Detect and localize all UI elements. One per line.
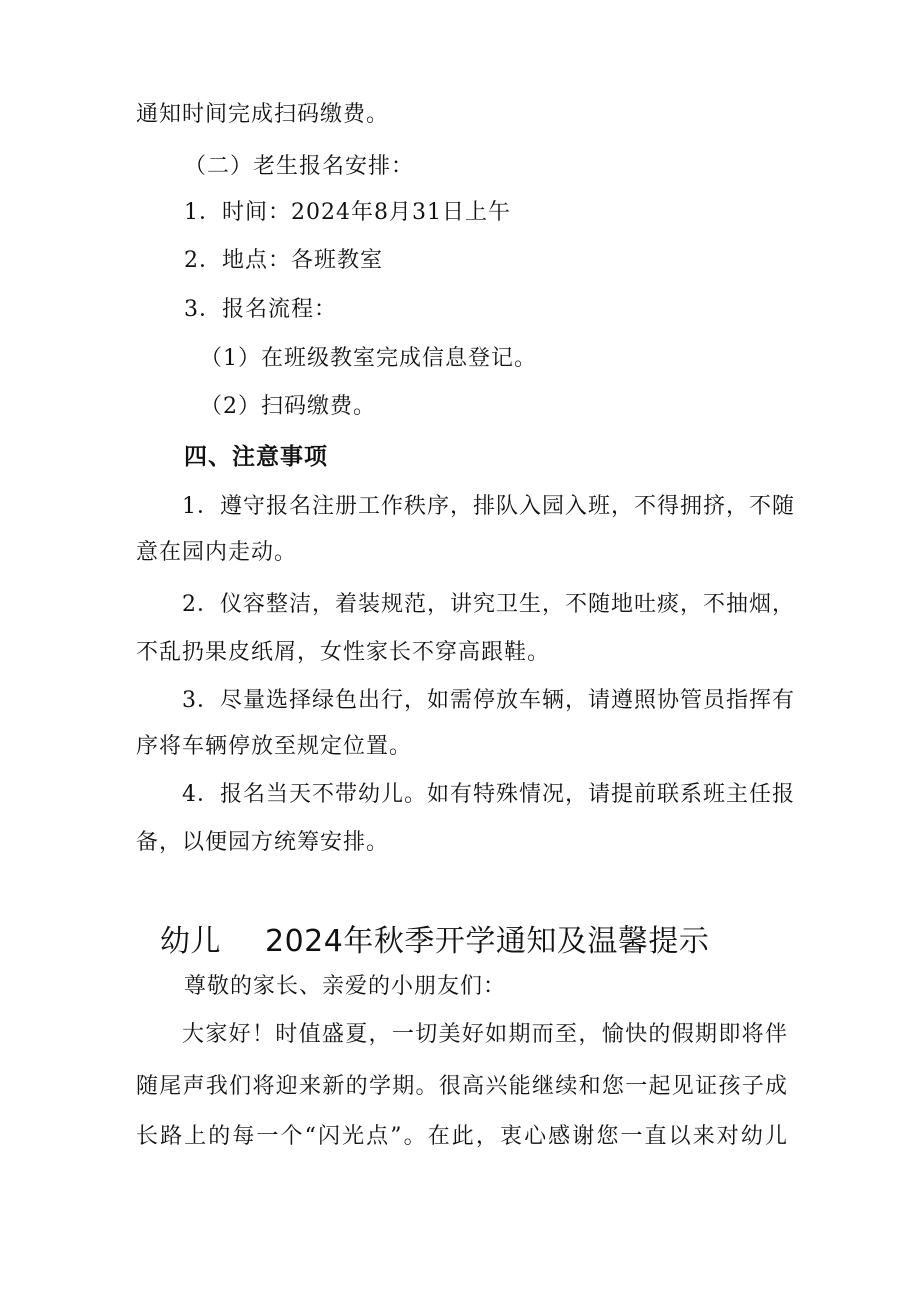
notice-body-line-3: 长路上的每一个“闪光点”。在此，衷心感谢您一直以来对幼儿: [136, 1124, 788, 1149]
old-students-step-1: （1）在班级教室完成信息登记。: [200, 346, 537, 371]
notes-heading: 四、注意事项: [184, 444, 328, 470]
notice-title-part-1: 幼儿: [160, 924, 221, 959]
note-4-line-1: 4．报名当天不带幼儿。如有特殊情况，请提前联系班主任报: [182, 782, 795, 807]
note-2-line-1: 2．仪容整洁，着装规范，讲究卫生，不随地吐痰，不抽烟，: [182, 592, 795, 617]
notice-body-line-2: 随尾声我们将迎来新的学期。很高兴能继续和您一起见证孩子成: [136, 1074, 788, 1099]
old-students-time: 1．时间：2024年8月31日上午: [184, 200, 511, 225]
note-4-line-2: 备，以便园方统筹安排。: [136, 830, 390, 855]
old-students-heading: （二）老生报名安排：: [184, 154, 415, 179]
notice-title: [160, 920, 709, 964]
notice-greeting: 尊敬的家长、亲爱的小朋友们：: [184, 974, 507, 999]
old-students-location: 2．地点：各班教室: [184, 248, 383, 273]
note-2-line-2: 不乱扔果皮纸屑，女性家长不穿高跟鞋。: [136, 640, 551, 665]
note-3-line-1: 3．尽量选择绿色出行，如需停放车辆，请遵照协管员指挥有: [182, 688, 795, 713]
continued-text: 通知时间完成扫码缴费。: [136, 102, 390, 127]
old-students-step-2: （2）扫码缴费。: [200, 394, 376, 419]
note-3-line-2: 序将车辆停放至规定位置。: [136, 734, 413, 759]
old-students-process: 3．报名流程：: [184, 297, 337, 322]
notice-body-line-1: 大家好！时值盛夏，一切美好如期而至，愉快的假期即将伴: [182, 1022, 788, 1047]
note-1-line-1: 1．遵守报名注册工作秩序，排队入园入班，不得拥挤，不随: [182, 494, 795, 519]
notice-title-part-2: 2024年秋季开学通知及温馨提示: [265, 924, 710, 959]
note-1-line-2: 意在园内走动。: [136, 540, 298, 565]
